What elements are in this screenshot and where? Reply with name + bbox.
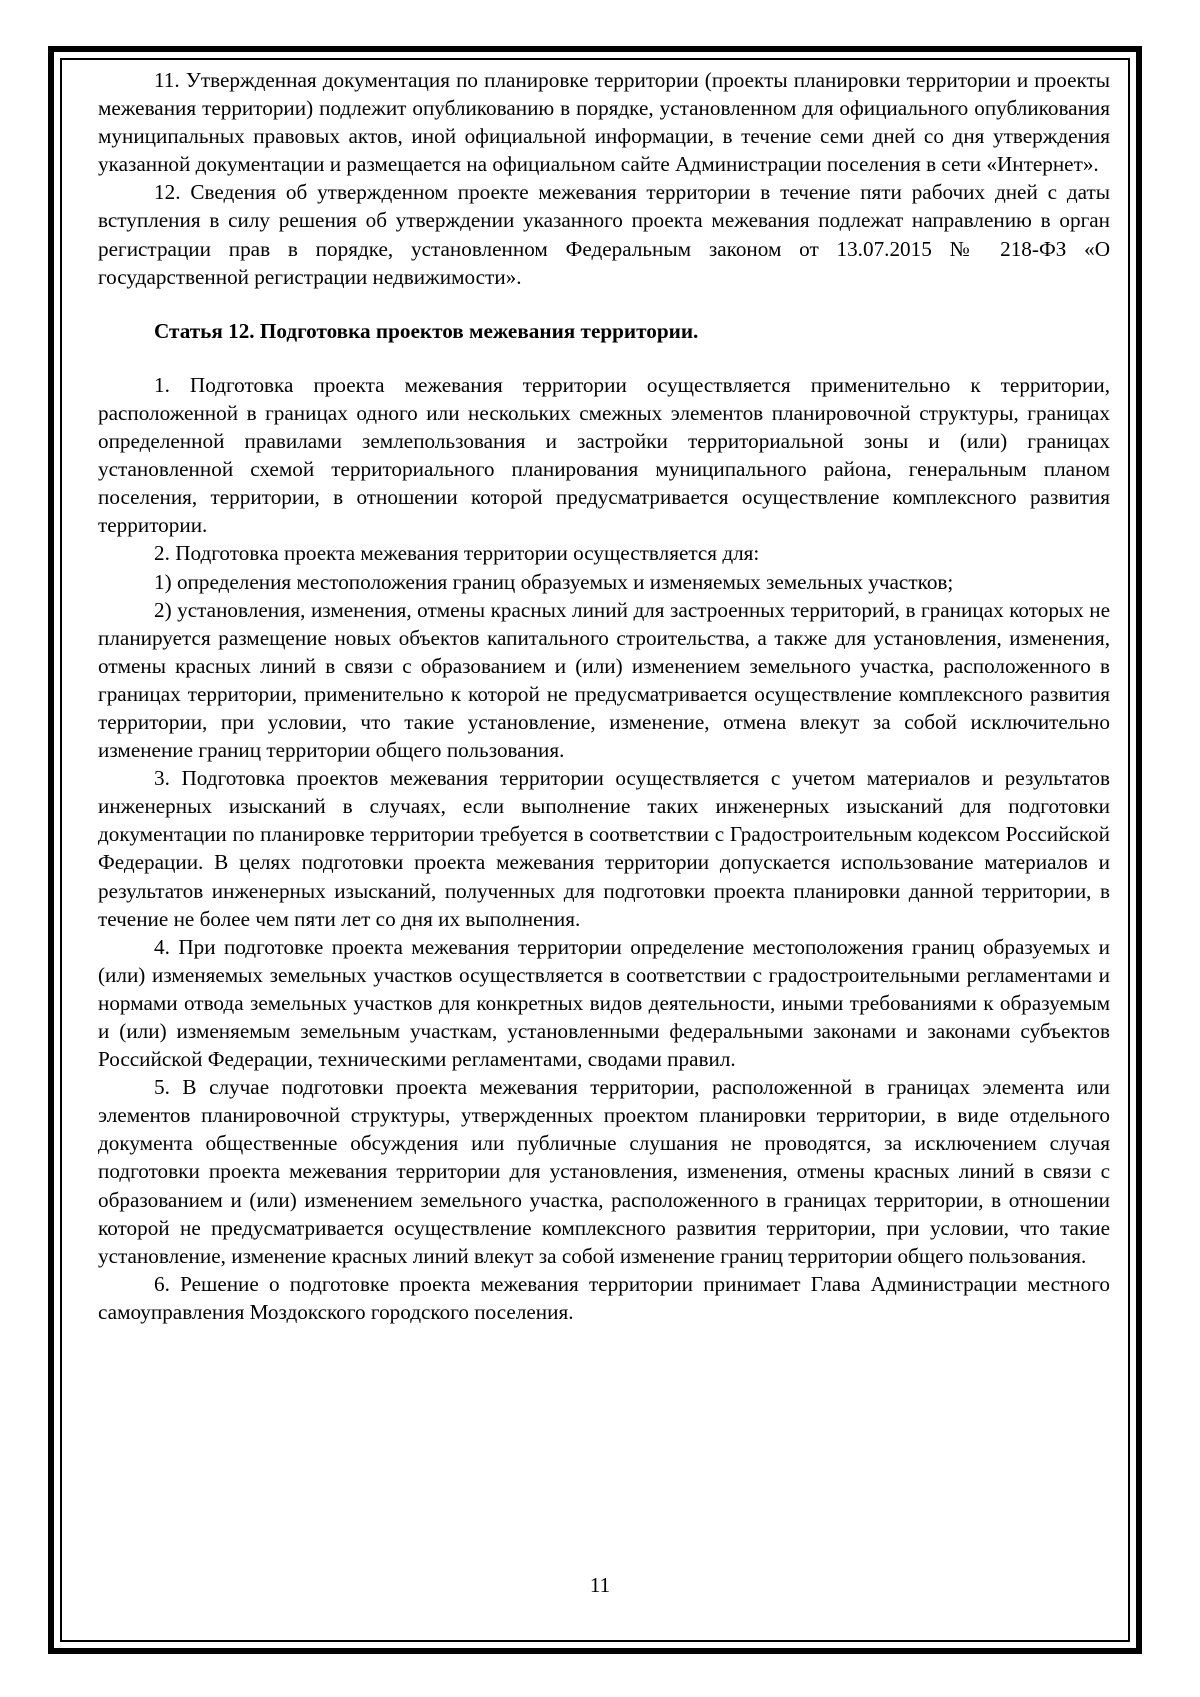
article-paragraph-4: 4. При подготовке проекта межевания территории определение местоположения границ образуемых и (или) изменяемых земельных участков осуществляется в соответствии с градостроительными регламентами и нормами отвода земельных участков для конкретных видов деятельности, иными требованиями к образуемым и (или) изменяемым земельным участкам, установленными федеральными законами и законами субъектов Российской Федерации, техническими регламентами, сводами правил. [98, 934, 1110, 1072]
paragraph-12: 12. Сведения об утвержденном проекте межевания территории в течение пяти рабочих дней с даты вступления в силу решения об утверждении указанного проекта межевания подлежат направлению в орган регистрации прав в порядке, установленном Федеральным законом от 13.07.2015 № 218-ФЗ «О государственной регистрации недвижимости». [98, 180, 1110, 289]
paragraph-11: 11. Утвержденная документация по планировке территории (проекты планировки территории и проекты межевания территории) подлежит опубликованию в порядке, установленном для официального опубликования муниципальных правовых актов, иной официальной информации, в течение семи дней со дня утверждения указанной документации и размещается на официальном сайте Администрации поселения в сети «Интернет». [98, 68, 1110, 177]
article-paragraph-1: 1. Подготовка проекта межевания территории осуществляется применительно к территории, расположенной в границах одного или нескольких смежных элементов планировочной структуры, границах определенной правилами землепользования и застройки территориальной зоны и (или) границах установленной схемой территориального планирования муниципального района, генеральным планом поселения, территории, в отношении которой предусматривается осуществление комплексного развития территории. [98, 372, 1110, 538]
article-subitem-1: 1) определения местоположения границ образуемых и изменяемых земельных участков; [154, 569, 954, 594]
document-body [98, 66, 1110, 1326]
article-paragraph-6: 6. Решение о подготовке проекта межевания территории принимает Глава Администрации местного самоуправления Моздокского городского поселения. [98, 1271, 1110, 1324]
article-subitem-2: 2) установления, изменения, отмены красных линий для застроенных территорий, в границах которых не планируется размещение новых объектов капитального строительства, а также для установления, изменения, отмены красных линий в связи с образованием и (или) изменением земельного участка, расположенного в границах территории, применительно к которой не предусматривается осуществление комплексного развития территории, при условии, что такие установление, изменение, отмена влекут за собой исключительно изменение границ территории общего пользования. [98, 597, 1110, 763]
article-paragraph-3: 3. Подготовка проектов межевания территории осуществляется с учетом материалов и результатов инженерных изысканий в случаях, если выполнение таких инженерных изысканий для подготовки документации по планировке территории требуется в соответствии с Градостроительным кодексом Российской Федерации. В целях подготовки проекта межевания территории допускается использование материалов и результатов инженерных изысканий, полученных для подготовки проекта планировки данной территории, в течение не более чем пяти лет со дня их выполнения. [98, 766, 1110, 931]
article-paragraph-5: 5. В случае подготовки проекта межевания территории, расположенной в границах элемента или элементов планировочной структуры, утвержденных проектом планировки территории, в виде отдельного документа общественные обсуждения или публичные слушания не проводятся, за исключением случая подготовки проекта межевания территории для установления, изменения, отмены красных линий в связи с образованием и (или) изменением земельного участка, расположенного в границах территории, в отношении которой не предусматривается осуществление комплексного развития территории, при условии, что такие установление, изменение красных линий влекут за собой изменение границ территории общего пользования. [98, 1075, 1110, 1268]
article-paragraph-2: 2. Подготовка проекта межевания территории осуществляется для: [154, 541, 760, 566]
article-heading: Статья 12. Подготовка проектов межевания территории. [154, 318, 699, 343]
page-number: 11 [589, 1573, 611, 1597]
